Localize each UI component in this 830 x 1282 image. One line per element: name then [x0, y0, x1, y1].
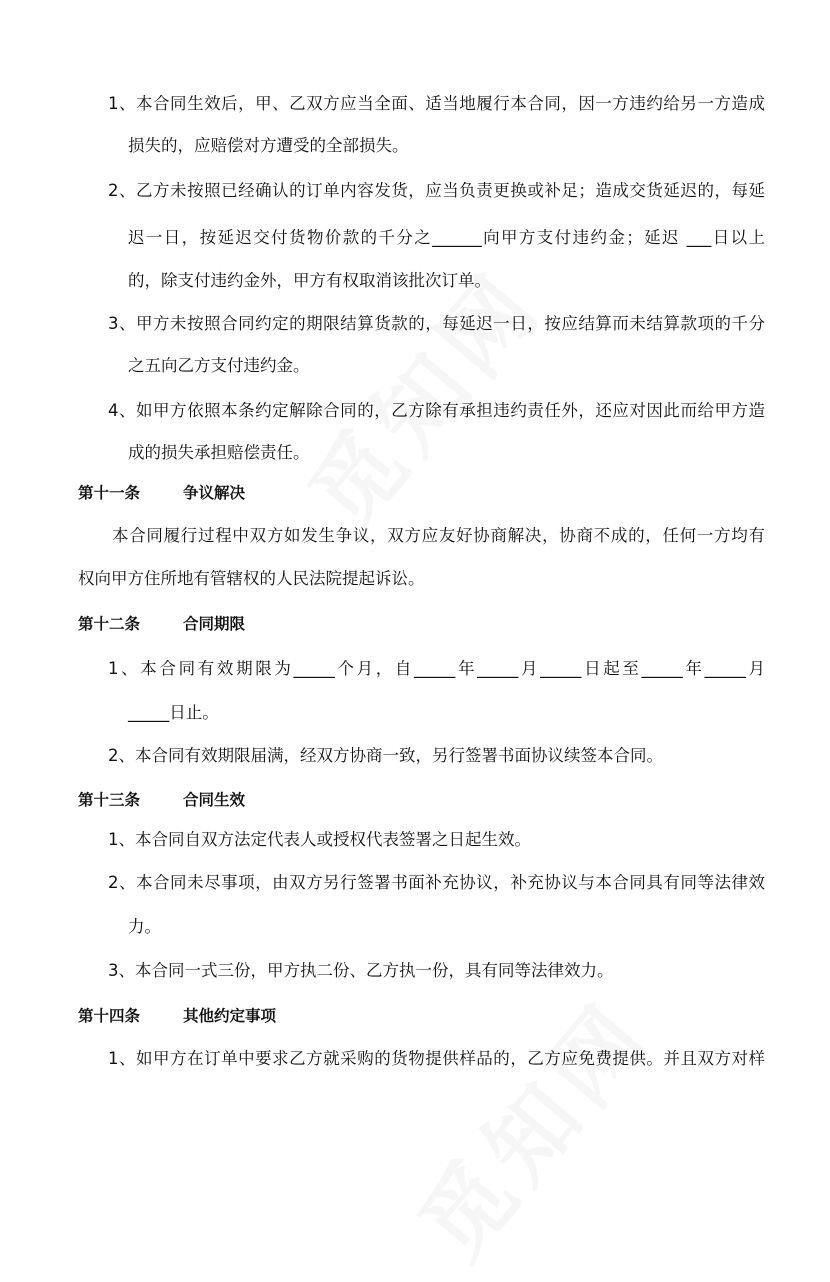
- section-title: 合同生效: [183, 791, 246, 809]
- section-title: 其他约定事项: [183, 1007, 277, 1025]
- paragraph-line: 4、如甲方依照本条约定解除合同的，乙方除有承担违约责任外，还应对因此而给甲方造: [108, 401, 765, 420]
- paragraph-line: 损失的，应赔偿对方遭受的全部损失。: [128, 136, 409, 155]
- paragraph-line: 1、本合同有效期限为_____个月，自_____年_____月_____日起至_____年_____月: [108, 659, 765, 678]
- section-heading: [78, 1005, 277, 1027]
- watermark: [384, 968, 676, 1281]
- section-heading: [78, 789, 246, 811]
- paragraph-line: 3、本合同一式三份，甲方执二份、乙方执一份，具有同等法律效力。: [108, 961, 614, 980]
- section-heading: [78, 482, 246, 504]
- paragraph-line: 2、本合同有效期限届满，经双方协商一致，另行签署书面协议续签本合同。: [108, 746, 663, 765]
- section-number: 第十三条: [78, 791, 141, 809]
- paragraph-line: 3、甲方未按照合同约定的期限结算货款的，每延迟一日，按应结算而未结算款项的千分: [108, 314, 765, 333]
- section-number: 第十四条: [78, 1007, 141, 1025]
- paragraph-line: 成的损失承担赔偿责任。: [128, 443, 310, 462]
- paragraph-line: 2、乙方未按照已经确认的订单内容发货，应当负责更换或补足；造成交货延迟的，每延: [108, 181, 765, 200]
- paragraph-line: 本合同履行过程中双方如发生争议，双方应友好协商解决，协商不成的，任何一方均有: [112, 526, 765, 545]
- paragraph-line: 力。: [128, 917, 161, 936]
- paragraph-line: 2、本合同未尽事项，由双方另行签署书面补充协议，补充协议与本合同具有同等法律效: [108, 873, 765, 892]
- paragraph-line: 1、如甲方在订单中要求乙方就采购的货物提供样品的，乙方应免费提供。并且双方对样: [108, 1049, 765, 1068]
- paragraph-line: 1、本合同生效后，甲、乙双方应当全面、适当地履行本合同，因一方违约给另一方造成: [108, 94, 765, 113]
- section-number: 第十二条: [78, 615, 141, 633]
- section-number: 第十一条: [78, 484, 141, 502]
- section-heading: [78, 613, 246, 635]
- paragraph-line: 权向甲方住所地有管辖权的人民法院提起诉讼。: [78, 569, 425, 588]
- section-title: 争议解决: [183, 484, 246, 502]
- paragraph-line: 迟一日，按延迟交付货物价款的千分之______向甲方支付违约金；延迟 ___日以上: [128, 228, 765, 247]
- paragraph-line: _____日止。: [128, 703, 219, 722]
- paragraph-line: 1、本合同自双方法定代表人或授权代表签署之日起生效。: [108, 830, 531, 849]
- paragraph-line: 的，除支付违约金外，甲方有权取消该批次订单。: [128, 271, 491, 290]
- paragraph-line: 之五向乙方支付违约金。: [128, 356, 310, 375]
- section-title: 合同期限: [183, 615, 246, 633]
